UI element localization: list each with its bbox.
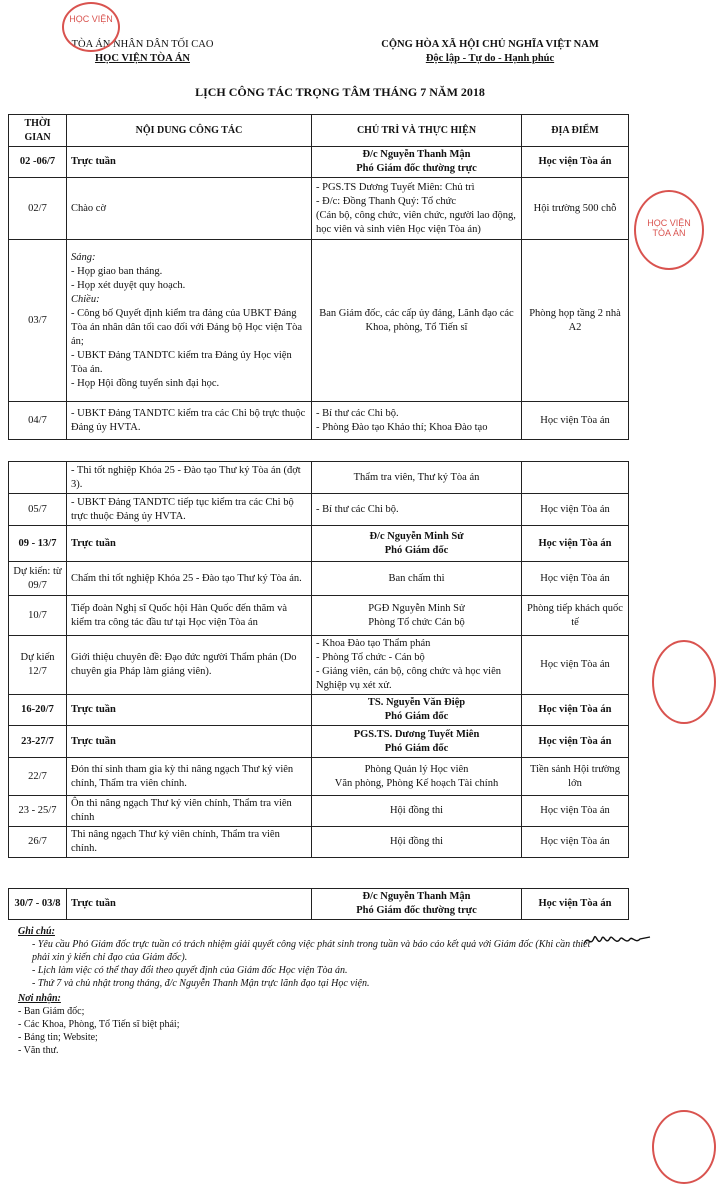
cell-content xyxy=(67,147,312,178)
cell-content xyxy=(67,562,312,596)
cell-time xyxy=(9,562,67,596)
table-row xyxy=(9,695,629,726)
table-row xyxy=(9,596,629,636)
cell-content xyxy=(67,402,312,440)
cell-text: Học viện Tòa án xyxy=(538,156,612,167)
cell-place xyxy=(522,526,629,562)
cell-text: 10/7 xyxy=(28,609,47,621)
cell-time xyxy=(9,726,67,758)
cell-text: Trực tuần xyxy=(71,898,116,909)
cell-time xyxy=(9,596,67,636)
cell-place xyxy=(522,596,629,636)
table-header-row xyxy=(9,115,629,147)
cell-place xyxy=(522,726,629,758)
cell-text: 30/7 - 03/8 xyxy=(14,898,61,909)
cell-text: 03/7 xyxy=(28,314,47,326)
cell-text: - Phòng Đào tạo Khảo thí; Khoa Đào tạo xyxy=(316,421,488,433)
cell-text: - Họp giao ban tháng. xyxy=(71,265,163,277)
cell-text: Thi nâng ngạch Thư ký viên chính, Thẩm tra viên chính. xyxy=(71,829,280,854)
cell-text: - Khoa Đào tạo Thẩm phán xyxy=(316,638,431,649)
cell-text: Hội đồng thi xyxy=(389,836,444,847)
official-stamp-right: HỌC VIỆN TÒA ÁN xyxy=(634,190,704,270)
cell-text: Phòng Quản lý Học viên xyxy=(364,763,469,775)
cell-text: Học viện Tòa án xyxy=(538,537,612,549)
cell-text: Chào cờ xyxy=(71,202,107,214)
cell-lead xyxy=(312,562,522,596)
cell-content xyxy=(67,796,312,827)
table-row xyxy=(9,827,629,858)
cell-text: Học viện Tòa án xyxy=(540,836,610,847)
cell-place xyxy=(522,636,629,695)
cell-content xyxy=(67,526,312,562)
cell-text: - Họp xét duyệt quy hoạch. xyxy=(71,279,186,291)
cell-place xyxy=(522,695,629,726)
cell-text: 23 - 25/7 xyxy=(18,805,57,816)
cell-text: Thẩm tra viên, Thư ký Tòa án xyxy=(353,471,480,483)
cell-text: Phòng tiếp khách quốc tế xyxy=(527,602,623,628)
cell-text: - Thi tốt nghiệp Khóa 25 - Đào tạo Thư ký Tòa án (đợt 3). xyxy=(71,464,301,490)
cell-text: Học viện Tòa án xyxy=(540,659,610,670)
cell-text: 26/7 xyxy=(28,836,47,847)
recipient-item: - Ban Giám đốc; xyxy=(18,1006,85,1017)
cell-text: Phó Giám đốc xyxy=(384,711,449,722)
cell-text: - Đ/c: Đồng Thanh Quý: Tổ chức xyxy=(316,195,457,207)
col-lead-header: CHỦ TRÌ VÀ THỰC HIỆN xyxy=(312,115,522,147)
cell-text: - UBKT Đảng TANDTC tiếp tục kiểm tra các Chi bộ trực thuộc Đảng ủy HVTA. xyxy=(71,496,294,522)
cell-text: - Phòng Tổ chức - Cán bộ xyxy=(316,652,425,663)
cell-place xyxy=(522,796,629,827)
cell-text: 23-27/7 xyxy=(21,735,54,747)
table-row xyxy=(9,726,629,758)
cell-text: - Công bố Quyết định kiểm tra đảng của UBKT Đảng Tòa án nhân dân tối cao đối với Đảng bộ Học viện Tòa án; xyxy=(71,307,303,347)
cell-text: Tiền sảnh Hội trường lớn xyxy=(530,763,620,789)
cell-content xyxy=(67,695,312,726)
cell-text: 02/7 xyxy=(28,202,47,214)
cell-content xyxy=(67,462,312,494)
cell-text: Học viện Tòa án xyxy=(538,898,612,909)
document-title: LỊCH CÔNG TÁC TRỌNG TÂM THÁNG 7 NĂM 2018 xyxy=(195,85,485,99)
cell-text: - Bí thư các Chi bộ. xyxy=(316,407,399,419)
cell-content xyxy=(67,240,312,402)
recipient-item: - Văn thư. xyxy=(18,1045,59,1056)
cell-text: Phó Giám đốc xyxy=(384,742,449,754)
cell-lead xyxy=(312,695,522,726)
note-item: - Yêu cầu Phó Giám đốc trực tuần có trách nhiệm giải quyết công việc phát sinh trong tuần và báo cáo kết quả với Giám đốc (Khi cần thiết phải xin ý kiến chỉ đạo của Giám đốc). xyxy=(32,939,591,963)
signature-image xyxy=(582,930,652,952)
cell-time xyxy=(9,796,67,827)
cell-text: Phó Giám đốc thường trực xyxy=(356,163,477,174)
cell-text: Giới thiệu chuyên đề: Đạo đức người Thẩm phán (Do chuyên gia Pháp làm giảng viên). xyxy=(71,652,297,677)
cell-content xyxy=(67,178,312,240)
cell-text: - PGS.TS Dương Tuyết Miên: Chủ trì xyxy=(316,181,475,193)
cell-text: Học viện Tòa án xyxy=(538,735,612,747)
cell-place xyxy=(522,827,629,858)
cell-text: - Họp Hội đồng tuyển sinh đại học. xyxy=(71,377,220,389)
table-row xyxy=(9,240,629,402)
cell-text: PGS.TS. Dương Tuyết Miên xyxy=(353,728,480,740)
cell-lead xyxy=(312,402,522,440)
cell-text: Chiều: xyxy=(71,293,100,305)
table-row xyxy=(9,462,629,494)
cell-text: Đ/c Nguyễn Minh Sử xyxy=(369,530,464,542)
cell-lead xyxy=(312,178,522,240)
cell-time xyxy=(9,758,67,796)
cell-text: Phó Giám đốc xyxy=(384,544,449,556)
cell-content xyxy=(67,726,312,758)
cell-text: Phó Giám đốc thường trực xyxy=(356,905,477,916)
motto: Độc lập - Tự do - Hạnh phúc xyxy=(425,53,555,64)
recipient-item: - Bảng tin; Website; xyxy=(18,1032,98,1043)
cell-text: Học viện Tòa án xyxy=(540,414,610,426)
cell-text: 04/7 xyxy=(28,414,47,426)
cell-text: Ban Giám đốc, các cấp ủy đảng, Lãnh đạo các Khoa, phòng, Tổ Tiến sĩ xyxy=(319,307,514,333)
cell-time xyxy=(9,526,67,562)
cell-place xyxy=(522,178,629,240)
cell-text: Đón thí sinh tham gia kỳ thi nâng ngạch Thư ký viên chính, Thẩm tra viên chính. xyxy=(71,763,294,789)
cell-time xyxy=(9,402,67,440)
cell-content xyxy=(67,827,312,858)
page-stamp-bottom xyxy=(652,1110,716,1184)
cell-place xyxy=(522,494,629,526)
cell-text: Ôn thi nâng ngạch Thư ký viên chính, Thẩm tra viên chính xyxy=(71,798,292,823)
cell-text: (Cán bộ, công chức, viên chức, người lao động, học viên và sinh viên Học viện Tòa án) xyxy=(316,209,516,235)
cell-text: 05/7 xyxy=(28,503,47,515)
cell-time xyxy=(9,494,67,526)
table-row xyxy=(9,889,629,920)
cell-place xyxy=(522,402,629,440)
cell-lead xyxy=(312,726,522,758)
cell-content xyxy=(67,636,312,695)
cell-text: Trực tuần xyxy=(71,156,116,167)
table-row xyxy=(9,402,629,440)
note-item: - Lịch làm việc có thể thay đổi theo quyết định của Giám đốc Học viện Tòa án. xyxy=(32,965,348,976)
cell-text: Hội đồng thi xyxy=(389,805,444,816)
cell-time xyxy=(9,240,67,402)
cell-text: - Giảng viên, cán bộ, công chức và học viên Nghiệp vụ xét xử. xyxy=(316,666,502,691)
cell-text: 09 - 13/7 xyxy=(18,537,57,549)
cell-time xyxy=(9,889,67,920)
table-row xyxy=(9,758,629,796)
official-stamp-top: HỌC VIỆN xyxy=(62,2,120,52)
cell-text: Phòng họp tầng 2 nhà A2 xyxy=(529,307,621,333)
cell-text: Trực tuần xyxy=(71,537,116,549)
cell-text: 22/7 xyxy=(28,770,47,782)
cell-text: Tiếp đoàn Nghị sĩ Quốc hội Hàn Quốc đến thăm và kiểm tra công tác đầu tư tại Học viện Tòa án xyxy=(71,602,287,628)
table-row xyxy=(9,562,629,596)
schedule-table-part-2 xyxy=(8,461,629,858)
notes-section xyxy=(18,925,658,1057)
cell-text: Văn phòng, Phòng Kế hoạch Tài chính xyxy=(334,777,499,789)
issuer-unit: HỌC VIỆN TÒA ÁN xyxy=(94,53,190,64)
cell-text: Trực tuần xyxy=(71,735,116,747)
cell-text: Học viện Tòa án xyxy=(538,704,612,715)
col-time-header: THỜI GIAN xyxy=(9,115,67,147)
col-content-header: NỘI DUNG CÔNG TÁC xyxy=(67,115,312,147)
cell-lead xyxy=(312,462,522,494)
issuer-name: TÒA ÁN NHÂN DÂN TỐI CAO xyxy=(71,39,214,50)
cell-time xyxy=(9,147,67,178)
cell-time xyxy=(9,462,67,494)
table-row xyxy=(9,636,629,695)
cell-place xyxy=(522,889,629,920)
cell-text: - Bí thư các Chi bộ. xyxy=(316,503,399,515)
cell-text: Học viện Tòa án xyxy=(540,572,610,584)
cell-text: Ban chấm thi xyxy=(388,572,445,584)
cell-time xyxy=(9,695,67,726)
table-row xyxy=(9,796,629,827)
recipient-item: - Các Khoa, Phòng, Tổ Tiến sĩ biệt phái; xyxy=(18,1019,180,1030)
table-row xyxy=(9,178,629,240)
cell-lead xyxy=(312,240,522,402)
table-row xyxy=(9,526,629,562)
cell-text: TS. Nguyễn Văn Điệp xyxy=(367,697,466,708)
cell-lead xyxy=(312,526,522,562)
cell-text: Đ/c Nguyễn Thanh Mận xyxy=(362,149,471,160)
table-row xyxy=(9,147,629,178)
cell-text: Sáng: xyxy=(71,251,96,263)
cell-text: Học viện Tòa án xyxy=(540,503,610,515)
cell-lead xyxy=(312,494,522,526)
note-item: - Thứ 7 và chủ nhật trong tháng, đ/c Nguyễn Thanh Mận trực lãnh đạo tại Học viện. xyxy=(32,978,370,989)
cell-text: Dự kiến: từ 09/7 xyxy=(13,565,62,591)
cell-text: Trực tuần xyxy=(71,704,116,715)
col-place-header: ĐỊA ĐIỂM xyxy=(522,115,629,147)
cell-lead xyxy=(312,636,522,695)
cell-place xyxy=(522,147,629,178)
cell-text: Đ/c Nguyễn Thanh Mận xyxy=(362,891,471,902)
cell-time xyxy=(9,636,67,695)
cell-time xyxy=(9,178,67,240)
cell-content xyxy=(67,758,312,796)
cell-text: Phòng Tổ chức Cán bộ xyxy=(368,616,465,628)
schedule-table-part-3 xyxy=(8,888,629,920)
cell-text: - UBKT Đảng TANDTC kiểm tra Đảng ủy Học viện Tòa án. xyxy=(71,349,292,375)
cell-lead xyxy=(312,147,522,178)
notes-heading: Ghi chú: xyxy=(18,926,55,937)
cell-place xyxy=(522,240,629,402)
page-stamp-edge xyxy=(652,640,716,724)
cell-place xyxy=(522,562,629,596)
recipients-heading: Nơi nhận: xyxy=(18,993,61,1004)
country-name: CỘNG HÒA XÃ HỘI CHỦ NGHĨA VIỆT NAM xyxy=(381,39,599,50)
cell-content xyxy=(67,596,312,636)
cell-text: 02 -06/7 xyxy=(19,156,56,167)
cell-text: Hội trường 500 chỗ xyxy=(533,202,617,214)
table-row xyxy=(9,494,629,526)
cell-content xyxy=(67,889,312,920)
cell-place xyxy=(522,758,629,796)
cell-text: 16-20/7 xyxy=(21,704,54,715)
cell-lead xyxy=(312,827,522,858)
cell-lead xyxy=(312,596,522,636)
cell-lead xyxy=(312,889,522,920)
cell-text: - UBKT Đảng TANDTC kiểm tra các Chi bộ trực thuộc Đảng ủy HVTA. xyxy=(71,407,306,433)
cell-text: PGĐ Nguyễn Minh Sử xyxy=(368,602,465,614)
cell-text: Chấm thi tốt nghiệp Khóa 25 - Đào tạo Thư ký Tòa án. xyxy=(71,572,302,584)
cell-place xyxy=(522,462,629,494)
cell-text: Học viện Tòa án xyxy=(540,805,610,816)
cell-content xyxy=(67,494,312,526)
cell-lead xyxy=(312,758,522,796)
national-motto-block xyxy=(345,38,635,66)
cell-text: Dự kiến 12/7 xyxy=(20,652,55,677)
cell-lead xyxy=(312,796,522,827)
cell-time xyxy=(9,827,67,858)
schedule-table-part-1 xyxy=(8,114,629,440)
